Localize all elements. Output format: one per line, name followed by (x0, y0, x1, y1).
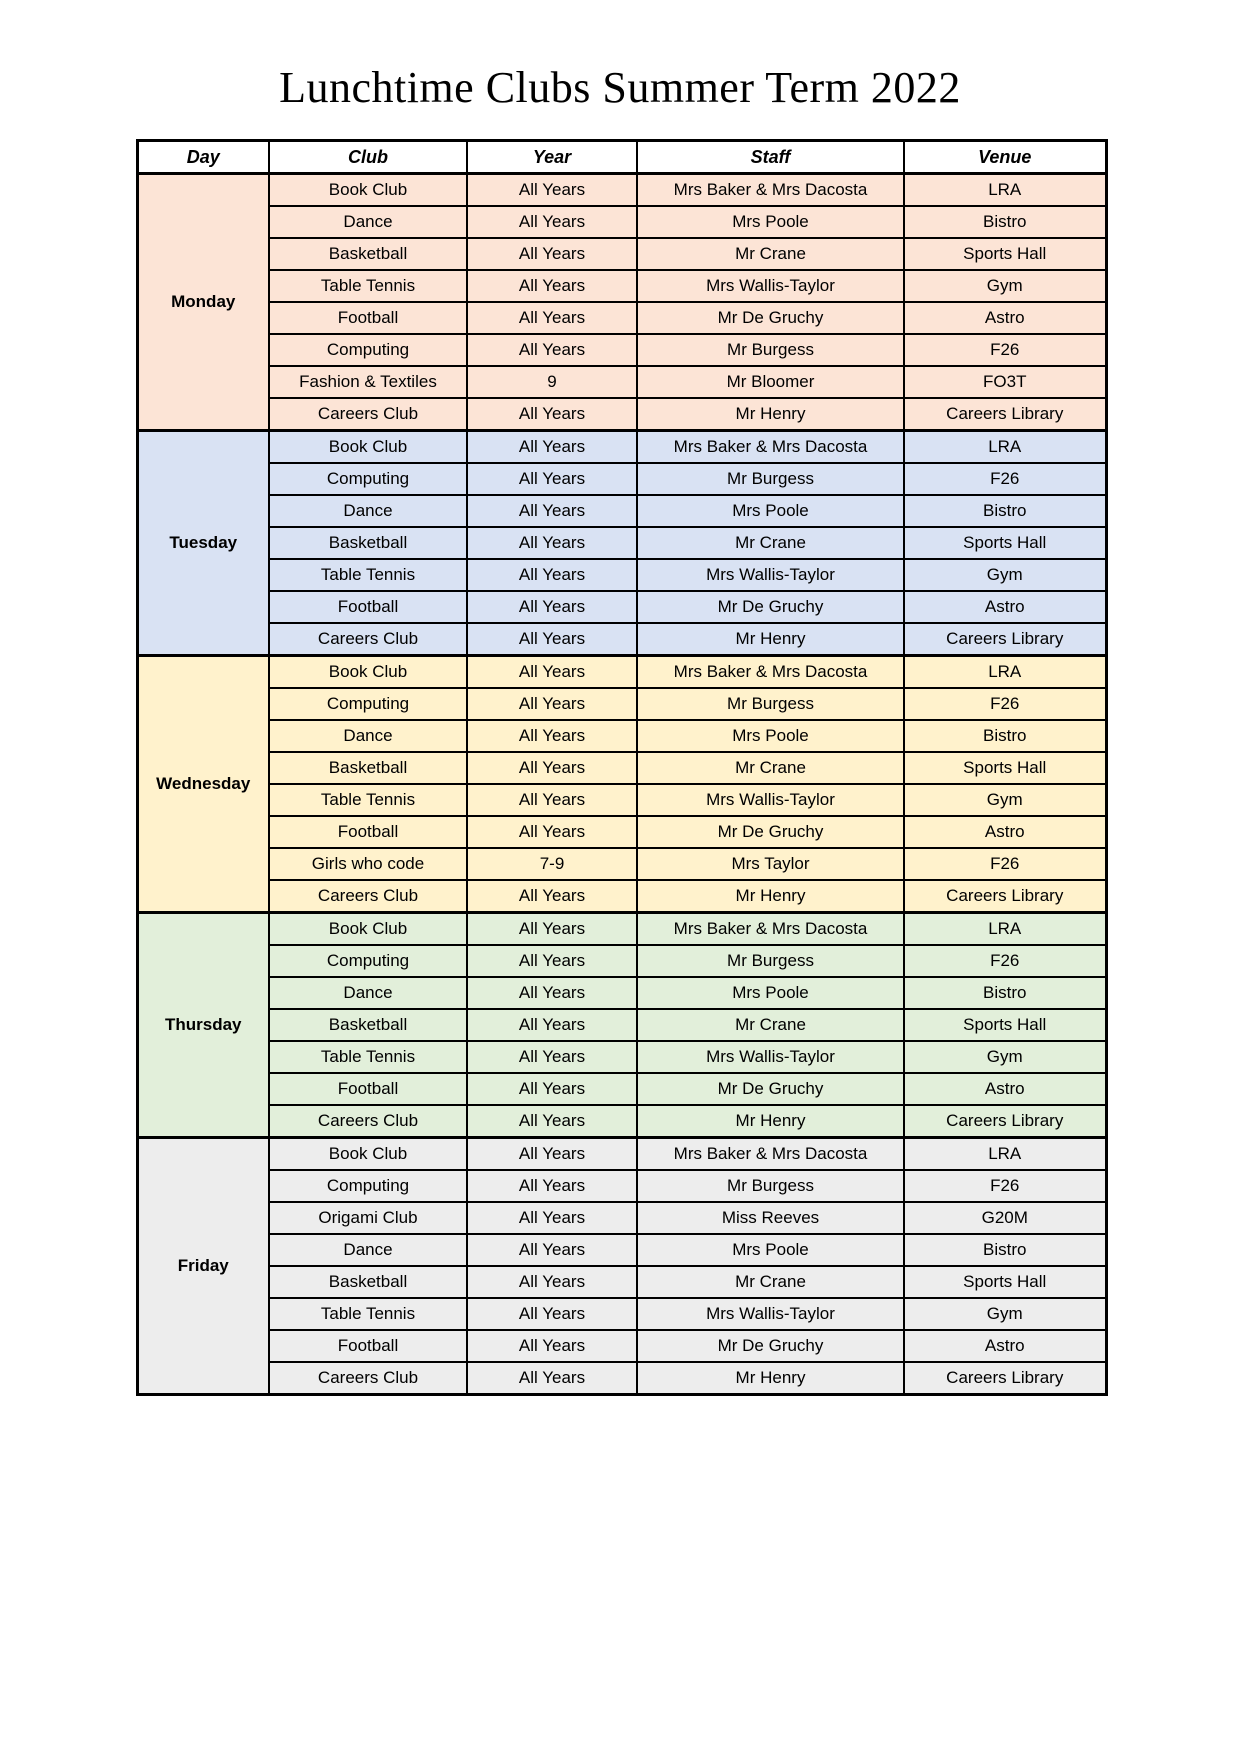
table-row (137, 206, 1106, 238)
staff-cell: Mr De Gruchy (637, 591, 904, 623)
staff-cell: Mrs Baker & Mrs Dacosta (637, 913, 904, 946)
venue-cell: G20M (904, 1202, 1106, 1234)
year-cell: All Years (467, 656, 637, 689)
table-row (137, 945, 1106, 977)
year-cell: All Years (467, 880, 637, 913)
day-label-thursday: Thursday (137, 913, 269, 1138)
club-cell: Computing (269, 334, 467, 366)
club-cell: Dance (269, 206, 467, 238)
venue-cell: Gym (904, 1298, 1106, 1330)
table-row (137, 1266, 1106, 1298)
table-row (137, 752, 1106, 784)
staff-cell: Mrs Poole (637, 1234, 904, 1266)
staff-cell: Mr Crane (637, 238, 904, 270)
staff-cell: Mrs Wallis-Taylor (637, 270, 904, 302)
year-cell: All Years (467, 1009, 637, 1041)
year-cell: 7-9 (467, 848, 637, 880)
table-row (137, 816, 1106, 848)
club-cell: Computing (269, 1170, 467, 1202)
day-section-friday (137, 1138, 1106, 1395)
venue-cell: Gym (904, 784, 1106, 816)
year-cell: All Years (467, 1298, 637, 1330)
club-cell: Football (269, 1073, 467, 1105)
club-cell: Book Club (269, 913, 467, 946)
year-cell: All Years (467, 623, 637, 656)
staff-cell: Mrs Poole (637, 206, 904, 238)
column-header-staff: Staff (637, 141, 904, 174)
year-cell: All Years (467, 688, 637, 720)
venue-cell: Careers Library (904, 880, 1106, 913)
staff-cell: Mr Henry (637, 1362, 904, 1395)
year-cell: All Years (467, 977, 637, 1009)
venue-cell: Astro (904, 1073, 1106, 1105)
table-row (137, 720, 1106, 752)
staff-cell: Miss Reeves (637, 1202, 904, 1234)
year-cell: All Years (467, 1234, 637, 1266)
club-cell: Careers Club (269, 880, 467, 913)
club-cell: Dance (269, 495, 467, 527)
club-cell: Basketball (269, 1009, 467, 1041)
year-cell: All Years (467, 1330, 637, 1362)
year-cell: All Years (467, 559, 637, 591)
staff-cell: Mr Burgess (637, 334, 904, 366)
year-cell: 9 (467, 366, 637, 398)
club-cell: Table Tennis (269, 270, 467, 302)
staff-cell: Mr De Gruchy (637, 816, 904, 848)
venue-cell: Sports Hall (904, 238, 1106, 270)
venue-cell: Bistro (904, 206, 1106, 238)
club-cell: Book Club (269, 1138, 467, 1171)
table-row (137, 334, 1106, 366)
year-cell: All Years (467, 1362, 637, 1395)
venue-cell: F26 (904, 848, 1106, 880)
clubs-table (136, 139, 1108, 1396)
venue-cell: Sports Hall (904, 1266, 1106, 1298)
staff-cell: Mrs Poole (637, 977, 904, 1009)
table-row (137, 1138, 1106, 1171)
day-label-tuesday: Tuesday (137, 431, 269, 656)
year-cell: All Years (467, 1073, 637, 1105)
table-row (137, 527, 1106, 559)
year-cell: All Years (467, 463, 637, 495)
club-cell: Football (269, 302, 467, 334)
club-cell: Basketball (269, 752, 467, 784)
venue-cell: Bistro (904, 977, 1106, 1009)
venue-cell: Astro (904, 1330, 1106, 1362)
year-cell: All Years (467, 1138, 637, 1171)
staff-cell: Mrs Baker & Mrs Dacosta (637, 1138, 904, 1171)
venue-cell: Bistro (904, 495, 1106, 527)
venue-cell: Sports Hall (904, 752, 1106, 784)
day-section-monday (137, 174, 1106, 431)
staff-cell: Mrs Baker & Mrs Dacosta (637, 656, 904, 689)
club-cell: Book Club (269, 656, 467, 689)
year-cell: All Years (467, 591, 637, 623)
table-row (137, 398, 1106, 431)
staff-cell: Mr De Gruchy (637, 302, 904, 334)
staff-cell: Mrs Poole (637, 495, 904, 527)
club-cell: Computing (269, 945, 467, 977)
venue-cell: Bistro (904, 720, 1106, 752)
year-cell: All Years (467, 206, 637, 238)
staff-cell: Mr Henry (637, 880, 904, 913)
year-cell: All Years (467, 816, 637, 848)
table-row (137, 1105, 1106, 1138)
page-title: Lunchtime Clubs Summer Term 2022 (279, 63, 961, 112)
club-cell: Computing (269, 688, 467, 720)
staff-cell: Mr Burgess (637, 1170, 904, 1202)
table-row (137, 880, 1106, 913)
club-cell: Dance (269, 977, 467, 1009)
year-cell: All Years (467, 302, 637, 334)
club-cell: Computing (269, 463, 467, 495)
club-cell: Basketball (269, 527, 467, 559)
year-cell: All Years (467, 1266, 637, 1298)
staff-cell: Mr De Gruchy (637, 1073, 904, 1105)
staff-cell: Mr Crane (637, 752, 904, 784)
table-row (137, 238, 1106, 270)
table-row (137, 1170, 1106, 1202)
club-cell: Book Club (269, 174, 467, 207)
table-row (137, 174, 1106, 207)
staff-cell: Mrs Wallis-Taylor (637, 1298, 904, 1330)
club-cell: Careers Club (269, 398, 467, 431)
table-row (137, 656, 1106, 689)
table-row (137, 1362, 1106, 1395)
club-cell: Football (269, 1330, 467, 1362)
venue-cell: LRA (904, 913, 1106, 946)
year-cell: All Years (467, 431, 637, 464)
year-cell: All Years (467, 398, 637, 431)
club-cell: Origami Club (269, 1202, 467, 1234)
year-cell: All Years (467, 913, 637, 946)
venue-cell: LRA (904, 656, 1106, 689)
club-cell: Football (269, 591, 467, 623)
staff-cell: Mr Crane (637, 527, 904, 559)
table-row (137, 688, 1106, 720)
venue-cell: FO3T (904, 366, 1106, 398)
club-cell: Girls who code (269, 848, 467, 880)
year-cell: All Years (467, 945, 637, 977)
year-cell: All Years (467, 334, 637, 366)
day-section-thursday (137, 913, 1106, 1138)
column-header-club: Club (269, 141, 467, 174)
table-row (137, 1041, 1106, 1073)
staff-cell: Mr Burgess (637, 463, 904, 495)
table-row (137, 977, 1106, 1009)
year-cell: All Years (467, 270, 637, 302)
staff-cell: Mrs Wallis-Taylor (637, 784, 904, 816)
table-row (137, 1202, 1106, 1234)
year-cell: All Years (467, 495, 637, 527)
table-row (137, 784, 1106, 816)
staff-cell: Mr Burgess (637, 945, 904, 977)
club-cell: Basketball (269, 238, 467, 270)
table-row (137, 1009, 1106, 1041)
venue-cell: Gym (904, 559, 1106, 591)
staff-cell: Mrs Baker & Mrs Dacosta (637, 174, 904, 207)
table-row (137, 270, 1106, 302)
table-row (137, 559, 1106, 591)
venue-cell: F26 (904, 334, 1106, 366)
club-cell: Basketball (269, 1266, 467, 1298)
day-label-monday: Monday (137, 174, 269, 431)
column-header-year: Year (467, 141, 637, 174)
staff-cell: Mr Henry (637, 623, 904, 656)
table-row (137, 1234, 1106, 1266)
day-label-friday: Friday (137, 1138, 269, 1395)
venue-cell: F26 (904, 463, 1106, 495)
club-cell: Careers Club (269, 1105, 467, 1138)
table-row (137, 591, 1106, 623)
staff-cell: Mrs Wallis-Taylor (637, 559, 904, 591)
venue-cell: Careers Library (904, 1105, 1106, 1138)
club-cell: Dance (269, 1234, 467, 1266)
column-header-venue: Venue (904, 141, 1106, 174)
table-row (137, 1073, 1106, 1105)
club-cell: Table Tennis (269, 559, 467, 591)
venue-cell: Astro (904, 302, 1106, 334)
venue-cell: Astro (904, 816, 1106, 848)
venue-cell: Gym (904, 270, 1106, 302)
club-cell: Careers Club (269, 623, 467, 656)
staff-cell: Mr Henry (637, 398, 904, 431)
day-section-wednesday (137, 656, 1106, 913)
staff-cell: Mr Burgess (637, 688, 904, 720)
table-row (137, 302, 1106, 334)
year-cell: All Years (467, 527, 637, 559)
column-header-day: Day (137, 141, 269, 174)
staff-cell: Mr Crane (637, 1266, 904, 1298)
club-cell: Careers Club (269, 1362, 467, 1395)
venue-cell: LRA (904, 174, 1106, 207)
year-cell: All Years (467, 1202, 637, 1234)
venue-cell: Gym (904, 1041, 1106, 1073)
year-cell: All Years (467, 752, 637, 784)
club-cell: Table Tennis (269, 1041, 467, 1073)
day-label-wednesday: Wednesday (137, 656, 269, 913)
club-cell: Dance (269, 720, 467, 752)
table-row (137, 366, 1106, 398)
venue-cell: LRA (904, 431, 1106, 464)
venue-cell: F26 (904, 1170, 1106, 1202)
year-cell: All Years (467, 1170, 637, 1202)
table-row (137, 1330, 1106, 1362)
year-cell: All Years (467, 720, 637, 752)
year-cell: All Years (467, 238, 637, 270)
staff-cell: Mrs Baker & Mrs Dacosta (637, 431, 904, 464)
club-cell: Table Tennis (269, 784, 467, 816)
day-section-tuesday (137, 431, 1106, 656)
table-row (137, 495, 1106, 527)
staff-cell: Mrs Wallis-Taylor (637, 1041, 904, 1073)
club-cell: Fashion & Textiles (269, 366, 467, 398)
venue-cell: Careers Library (904, 398, 1106, 431)
staff-cell: Mr Bloomer (637, 366, 904, 398)
venue-cell: Astro (904, 591, 1106, 623)
venue-cell: Sports Hall (904, 527, 1106, 559)
venue-cell: F26 (904, 945, 1106, 977)
club-cell: Football (269, 816, 467, 848)
table-row (137, 623, 1106, 656)
staff-cell: Mrs Taylor (637, 848, 904, 880)
venue-cell: Bistro (904, 1234, 1106, 1266)
staff-cell: Mr Henry (637, 1105, 904, 1138)
club-cell: Table Tennis (269, 1298, 467, 1330)
year-cell: All Years (467, 174, 637, 207)
club-cell: Book Club (269, 431, 467, 464)
table-row (137, 913, 1106, 946)
year-cell: All Years (467, 784, 637, 816)
table-row (137, 1298, 1106, 1330)
table-row (137, 431, 1106, 464)
venue-cell: Careers Library (904, 623, 1106, 656)
table-header-row (137, 141, 1106, 174)
year-cell: All Years (467, 1105, 637, 1138)
year-cell: All Years (467, 1041, 637, 1073)
venue-cell: F26 (904, 688, 1106, 720)
staff-cell: Mr De Gruchy (637, 1330, 904, 1362)
staff-cell: Mrs Poole (637, 720, 904, 752)
venue-cell: Careers Library (904, 1362, 1106, 1395)
venue-cell: LRA (904, 1138, 1106, 1171)
table-row (137, 848, 1106, 880)
table-row (137, 463, 1106, 495)
staff-cell: Mr Crane (637, 1009, 904, 1041)
venue-cell: Sports Hall (904, 1009, 1106, 1041)
clubs-table-container (136, 139, 1105, 1396)
